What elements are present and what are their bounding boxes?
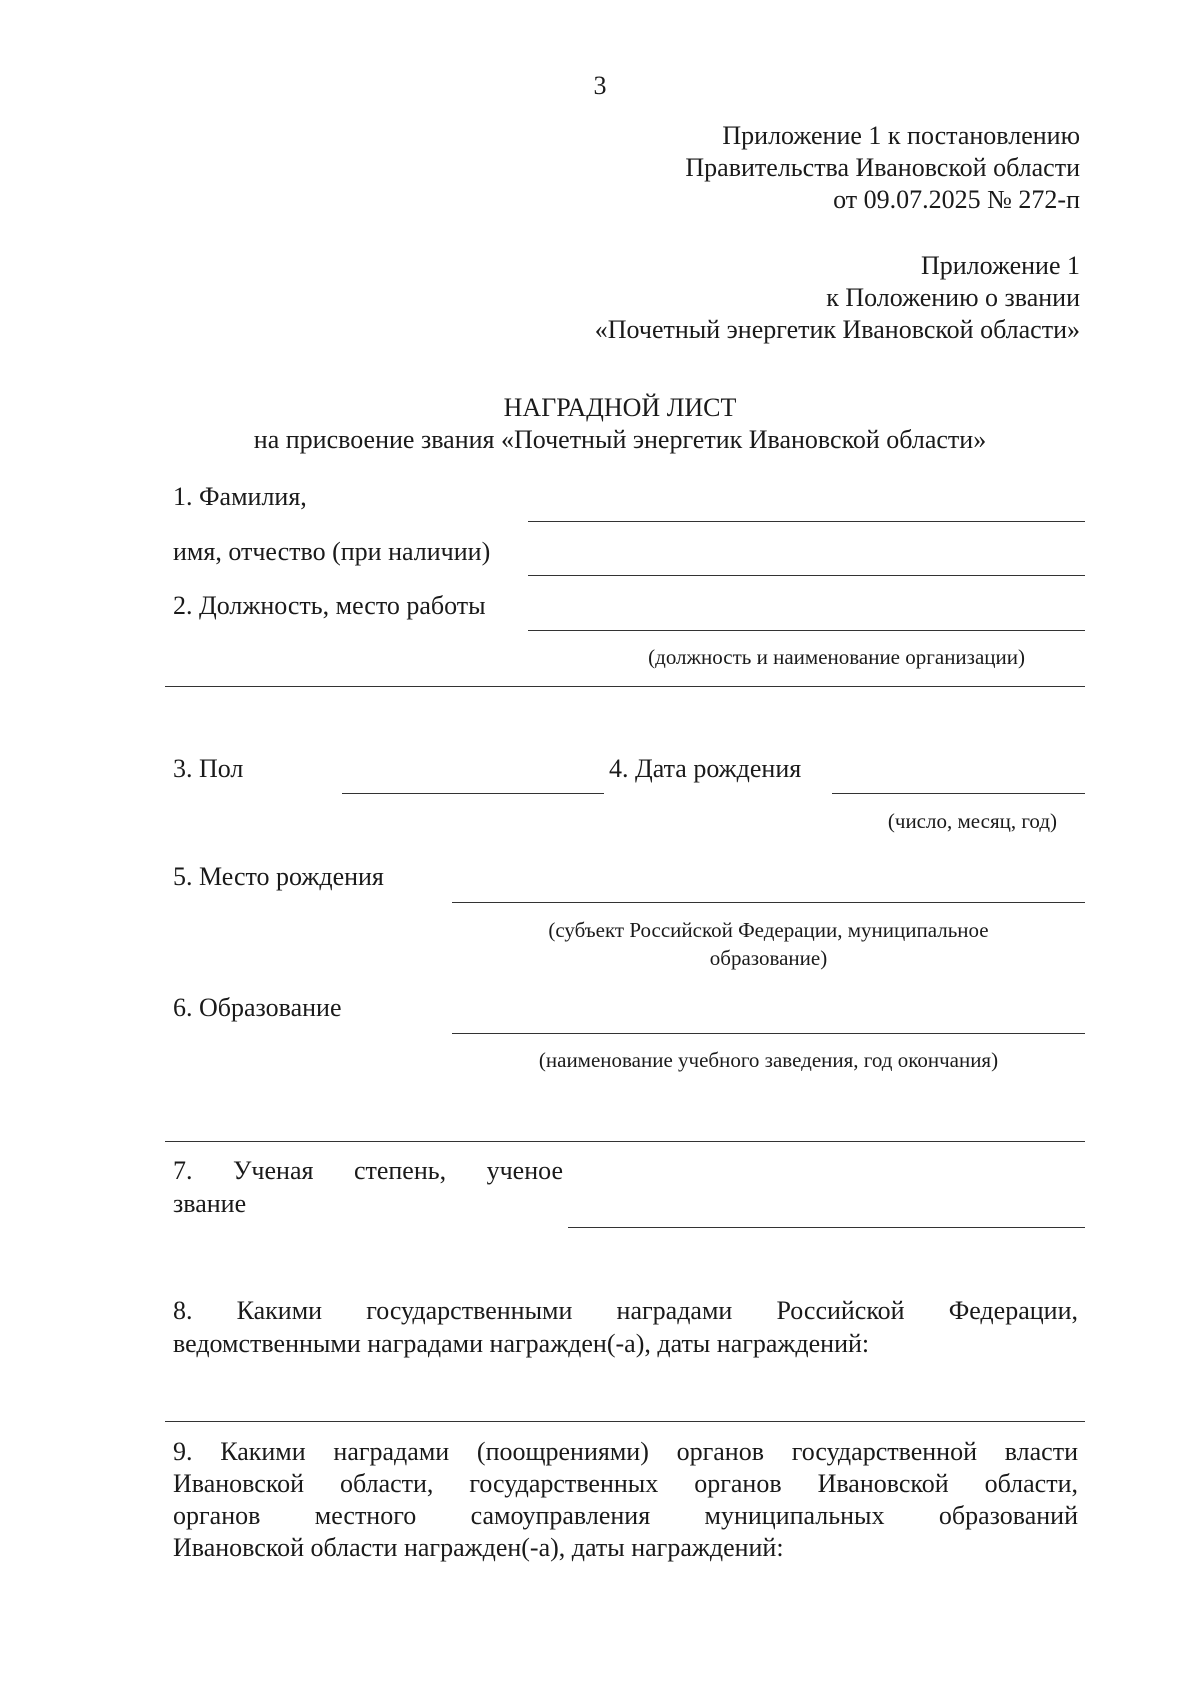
- field-9-text-line-1: 9. Какими наградами (поощрениями) органов государственной власти: [173, 1437, 1078, 1466]
- field-9-text-line-3: органов местного самоуправления муниципальных образований: [173, 1501, 1078, 1530]
- appendix-2-line-3: «Почетный энергетик Ивановской области»: [594, 315, 1080, 344]
- field-3-label: 3. Пол: [173, 754, 244, 783]
- field-4-hint: (число, месяц, год): [887, 809, 1057, 833]
- field-8-text-line-1: 8. Какими государственными наградами Российской Федерации,: [173, 1296, 1078, 1325]
- field-6-extra-line[interactable]: [165, 1141, 1085, 1142]
- field-3-gender-line[interactable]: [342, 793, 604, 794]
- field-6-hint: (наименование учебного заведения, год окончания): [538, 1048, 999, 1072]
- page-number: 3: [593, 71, 607, 100]
- field-2-extra-line[interactable]: [165, 686, 1085, 687]
- field-2-label: 2. Должность, место работы: [173, 591, 486, 620]
- field-6-education-line[interactable]: [452, 1033, 1085, 1034]
- field-2-position-line[interactable]: [528, 630, 1085, 631]
- field-5-birthplace-line[interactable]: [452, 902, 1085, 903]
- field-1-name-line[interactable]: [528, 575, 1085, 576]
- appendix-2-line-1: Приложение 1: [920, 251, 1080, 280]
- field-5-label: 5. Место рождения: [173, 862, 384, 891]
- field-8-awards-line[interactable]: [165, 1421, 1085, 1422]
- field-4-label: 4. Дата рождения: [609, 754, 802, 783]
- field-8-text-line-2: ведомственными наградами награжден(-а), даты награждений:: [173, 1329, 870, 1358]
- field-1-label-surname: 1. Фамилия,: [173, 482, 307, 511]
- appendix-1-line-3: от 09.07.2025 № 272-п: [833, 185, 1080, 214]
- field-2-hint: (должность и наименование организации): [648, 645, 1025, 669]
- appendix-1-line-1: Приложение 1 к постановлению: [722, 121, 1080, 150]
- field-7-label-line-1: 7. Ученая степень, ученое: [173, 1156, 563, 1185]
- field-7-degree-line[interactable]: [568, 1227, 1085, 1228]
- field-5-hint-line-2: образование): [709, 946, 828, 970]
- document-subtitle: на присвоение звания «Почетный энергетик Ивановской области»: [253, 425, 987, 454]
- field-5-hint-line-1: (субъект Российской Федерации, муниципальное: [548, 918, 989, 942]
- field-1-label-name: имя, отчество (при наличии): [173, 537, 491, 566]
- field-6-label: 6. Образование: [173, 993, 342, 1022]
- field-1-surname-line[interactable]: [528, 521, 1085, 522]
- field-9-text-line-4: Ивановской области награжден(-а), даты награждений:: [173, 1533, 784, 1562]
- appendix-1-line-2: Правительства Ивановской области: [685, 153, 1080, 182]
- field-7-label-line-2: звание: [173, 1189, 247, 1218]
- field-4-birthdate-line[interactable]: [832, 793, 1085, 794]
- appendix-2-line-2: к Положению о звании: [826, 283, 1080, 312]
- document-title: НАГРАДНОЙ ЛИСТ: [503, 393, 737, 422]
- field-9-text-line-2: Ивановской области, государственных органов Ивановской области,: [173, 1469, 1078, 1498]
